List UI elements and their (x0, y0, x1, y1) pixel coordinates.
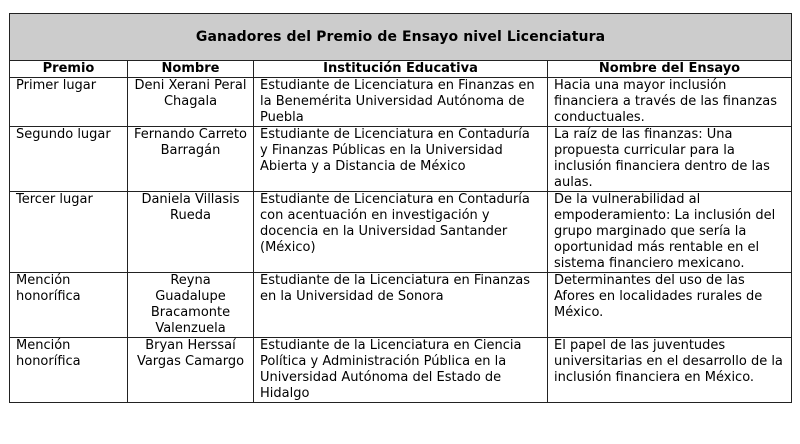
cell-ensayo: De la vulnerabilidad al empoderamiento: La inclusión del grupo marginado que sería la oportunidad más rentable en el sistema financiero mexicano. (548, 192, 792, 273)
table-title-row (10, 14, 792, 61)
header-premio: Premio (10, 61, 128, 78)
header-institucion: Institución Educativa (254, 61, 548, 78)
cell-ensayo: Determinantes del uso de las Afores en localidades rurales de México. (548, 273, 792, 338)
cell-ensayo: La raíz de las finanzas: Una propuesta curricular para la inclusión financiera dentro de las aulas. (548, 127, 792, 192)
cell-ensayo: El papel de las juventudes universitarias en el desarrollo de la inclusión financiera en México. (548, 338, 792, 403)
cell-institucion: Estudiante de la Licenciatura en Finanzas en la Universidad de Sonora (254, 273, 548, 338)
table-row (10, 127, 792, 192)
cell-institucion: Estudiante de Licenciatura en Finanzas en la Benemérita Universidad Autónoma de Puebla (254, 78, 548, 127)
cell-institucion: Estudiante de la Licenciatura en Ciencia Política y Administración Pública en la Universidad Autónoma del Estado de Hidalgo (254, 338, 548, 403)
table-row (10, 78, 792, 127)
cell-nombre: Reyna Guadalupe Bracamonte Valenzuela (128, 273, 254, 338)
table-row (10, 273, 792, 338)
cell-institucion: Estudiante de Licenciatura en Contaduría y Finanzas Públicas en la Universidad Abierta y a Distancia de México (254, 127, 548, 192)
cell-nombre: Bryan Herssaí Vargas Camargo (128, 338, 254, 403)
cell-premio: Tercer lugar (10, 192, 128, 273)
cell-nombre: Deni Xerani Peral Chagala (128, 78, 254, 127)
table-row (10, 338, 792, 403)
table-row (10, 192, 792, 273)
cell-nombre: Daniela Villasis Rueda (128, 192, 254, 273)
cell-premio: Segundo lugar (10, 127, 128, 192)
cell-premio: Mención honorífica (10, 338, 128, 403)
winners-table (9, 13, 792, 403)
cell-nombre: Fernando Carreto Barragán (128, 127, 254, 192)
cell-premio: Mención honorífica (10, 273, 128, 338)
header-ensayo: Nombre del Ensayo (548, 61, 792, 78)
header-nombre: Nombre (128, 61, 254, 78)
cell-premio: Primer lugar (10, 78, 128, 127)
table-title: Ganadores del Premio de Ensayo nivel Licenciatura (10, 14, 792, 61)
cell-ensayo: Hacia una mayor inclusión financiera a través de las finanzas conductuales. (548, 78, 792, 127)
table-header-row (10, 61, 792, 78)
cell-institucion: Estudiante de Licenciatura en Contaduría con acentuación en investigación y docencia en la Universidad Santander (México) (254, 192, 548, 273)
